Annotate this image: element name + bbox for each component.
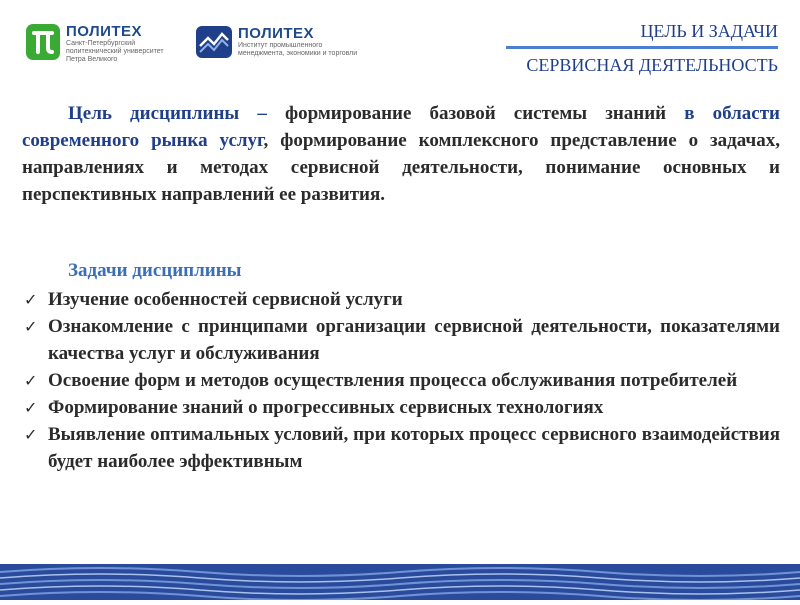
list-item: [22, 286, 780, 313]
logo-title: ПОЛИТЕХ: [66, 23, 143, 40]
checkmark-icon: ✓: [24, 425, 38, 444]
list-item: [22, 421, 780, 475]
list-item: [22, 367, 780, 394]
goal-lead: Цель дисциплины –: [68, 103, 267, 124]
logo-subtitle-line: Петра Великого: [66, 56, 118, 63]
footer-decoration: [0, 564, 800, 600]
slide-subtitle: СЕРВИСНАЯ ДЕЯТЕЛЬНОСТЬ: [526, 55, 778, 75]
task-text: Ознакомление с принципами организации сервисной деятельности, показателями качества услуг и обслуживания: [48, 316, 780, 364]
task-text: Формирование знаний о прогрессивных сервисных технологиях: [48, 397, 604, 418]
logo-title: ПОЛИТЕХ: [238, 25, 315, 42]
logo-subtitle-line: Санкт-Петербургский: [66, 40, 136, 47]
tasks-heading: Задачи дисциплины: [68, 260, 242, 281]
slide-title: ЦЕЛЬ И ЗАДАЧИ: [640, 21, 778, 41]
checkmark-icon: ✓: [24, 317, 38, 336]
polytech-logo: [26, 24, 164, 64]
institute-emblem-icon: [196, 26, 232, 58]
logo-subtitle-line: Институт промышленного: [238, 42, 323, 49]
checkmark-icon: ✓: [24, 371, 38, 390]
institute-logo: [196, 26, 357, 58]
list-item: [22, 313, 780, 367]
task-text: Изучение особенностей сервисной услуги: [48, 289, 403, 310]
task-text: Освоение форм и методов осуществления процесса обслуживания потребителей: [48, 370, 738, 391]
logo-subtitle-line: менеджмента, экономики и торговли: [238, 50, 358, 57]
goal-text: формирование базовой системы знаний: [266, 103, 685, 124]
slide-header: [640, 20, 778, 42]
checkmark-icon: ✓: [24, 290, 38, 309]
goal-paragraph: [22, 100, 780, 208]
logo-subtitle-line: политехнический университет: [66, 48, 164, 55]
tasks-list: [22, 286, 780, 475]
header-divider: [506, 46, 778, 49]
task-text: Выявление оптимальных условий, при которых процесс сервисного взаимодействия будет наиболее эффективным: [48, 424, 780, 472]
goal-highlight: в области современного рынка услуг: [22, 103, 780, 151]
goal-text: , формирование комплексного представление о задачах, направлениях и методах сервисной деятельности, понимание основных и перспективных направлений ее развития.: [22, 130, 780, 205]
checkmark-icon: ✓: [24, 398, 38, 417]
list-item: [22, 394, 780, 421]
polytech-emblem-icon: [26, 24, 60, 60]
